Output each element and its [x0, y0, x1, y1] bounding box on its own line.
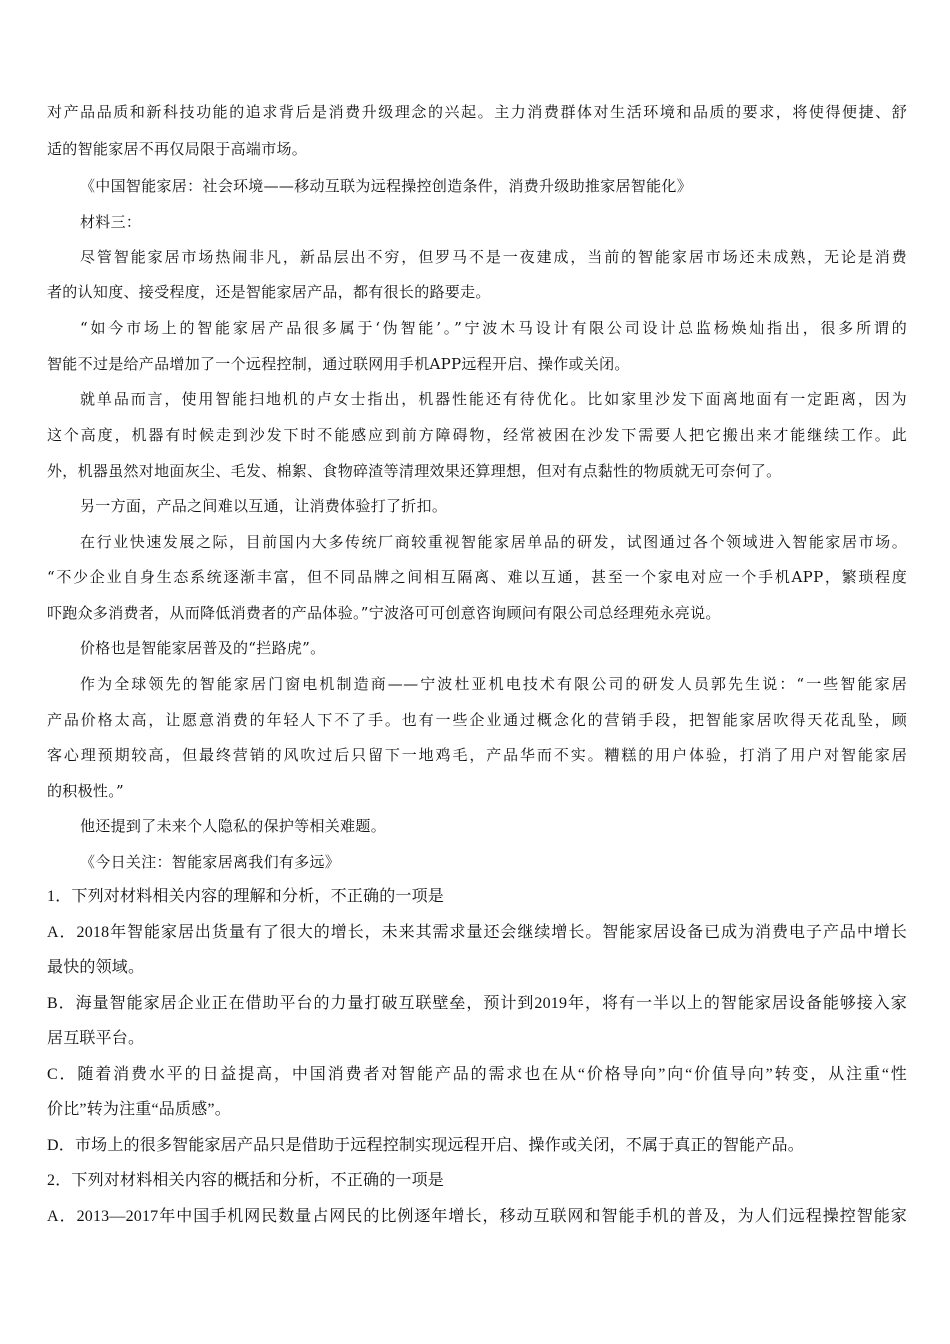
question-option: C．随着消费水平的日益提高，中国消费者对智能产品的需求也在从“价格导向”向“价值导向”转变，从注重“性: [47, 1066, 907, 1083]
question-option: D．市场上的很多智能家居产品只是借助于远程控制实现远程开启、操作或关闭，不属于真正的智能产品。: [47, 1137, 804, 1154]
source-citation: 《中国智能家居：社会环境——移动互联为远程操控创造条件，消费升级助推家居智能化》: [80, 177, 693, 195]
paragraph-line: 客心理预期较高，但最终营销的风吹过后只留下一地鸡毛，产品华而不实。糟糕的用户体验，打消了用户对智能家居: [47, 746, 907, 764]
paragraph-line: 智能不过是给产品增加了一个远程控制，通过联网用手机APP远程开启、操作或关闭。: [47, 355, 630, 373]
paragraph-line: 就单品而言，使用智能扫地机的卢女士指出，机器性能还有待优化。比如家里沙发下面离地面有一定距离，因为: [80, 390, 907, 408]
paragraph-line: 尽管智能家居市场热闹非凡，新品层出不穷，但罗马不是一夜建成，当前的智能家居市场还未成熟，无论是消费: [80, 248, 907, 266]
paragraph-line: 吓跑众多消费者，从而降低消费者的产品体验。”宁波洛可可创意咨询顾问有限公司总经理苑永亮说。: [47, 604, 721, 622]
paragraph-line: 对产品品质和新科技功能的追求背后是消费升级理念的兴起。主力消费群体对生活环境和品质的要求，将使得便捷、舒: [47, 103, 907, 121]
paragraph-line: 的积极性。”: [47, 782, 124, 800]
paragraph-line: 作为全球领先的智能家居门窗电机制造商——宁波杜亚机电技术有限公司的研发人员郭先生说：“一些智能家居: [80, 675, 907, 693]
paragraph-line: 另一方面，产品之间难以互通，让消费体验打了折扣。: [80, 497, 448, 515]
question-option: B．海量智能家居企业正在借助平台的力量打破互联壁垒，预计到2019年，将有一半以上的智能家居设备能够接入家: [47, 995, 907, 1012]
paragraph-line: 外，机器虽然对地面灰尘、毛发、棉絮、食物碎渣等清理效果还算理想，但对有点黏性的物质就无可奈何了。: [47, 462, 782, 480]
paragraph-line: “如今市场上的智能家居产品很多属于‘伪智能’。”宁波木马设计有限公司设计总监杨焕灿指出，很多所谓的: [80, 319, 907, 337]
source-citation: 《今日关注：智能家居离我们有多远》: [80, 853, 341, 871]
paragraph-line: 产品价格太高，让愿意消费的年轻人下不了手。也有一些企业通过概念化的营销手段，把智能家居吹得天花乱坠，顾: [47, 711, 907, 729]
paragraph-line: 者的认知度、接受程度，还是智能家居产品，都有很长的路要走。: [47, 283, 491, 301]
paragraph-line: 价格也是智能家居普及的“拦路虎”。: [80, 639, 326, 657]
paragraph-line: 适的智能家居不再仅局限于高端市场。: [47, 140, 308, 158]
question-option: A．2013—2017年中国手机网民数量占网民的比例逐年增长，移动互联网和智能手机的普及，为人们远程操控智能家: [47, 1208, 907, 1225]
question-stem: 1．下列对材料相关内容的理解和分析，不正确的一项是: [47, 888, 445, 905]
question-option: 最快的领域。: [47, 959, 145, 976]
paragraph-line: 在行业快速发展之际，目前国内大多传统厂商较重视智能家居单品的研发，试图通过各个领域进入智能家居市场。: [80, 533, 907, 551]
question-option: 价比”转为注重“品质感”。: [47, 1101, 231, 1118]
paragraph-line: “不少企业自身生态系统逐渐丰富，但不同品牌之间相互隔离、难以互通，甚至一个家电对应一个手机APP，繁琐程度: [47, 568, 907, 586]
question-stem: 2．下列对材料相关内容的概括和分析，不正确的一项是: [47, 1172, 445, 1189]
question-option: A．2018年智能家居出货量有了很大的增长，未来其需求量还会继续增长。智能家居设备已成为消费电子产品中增长: [47, 924, 907, 941]
paragraph-line: 他还提到了未来个人隐私的保护等相关难题。: [80, 817, 387, 835]
question-option: 居互联平台。: [47, 1030, 145, 1047]
paragraph-line: 这个高度，机器有时候走到沙发下时不能感应到前方障碍物，经常被困在沙发下需要人把它搬出来才能继续工作。此: [47, 426, 907, 444]
section-heading: 材料三：: [80, 213, 142, 231]
